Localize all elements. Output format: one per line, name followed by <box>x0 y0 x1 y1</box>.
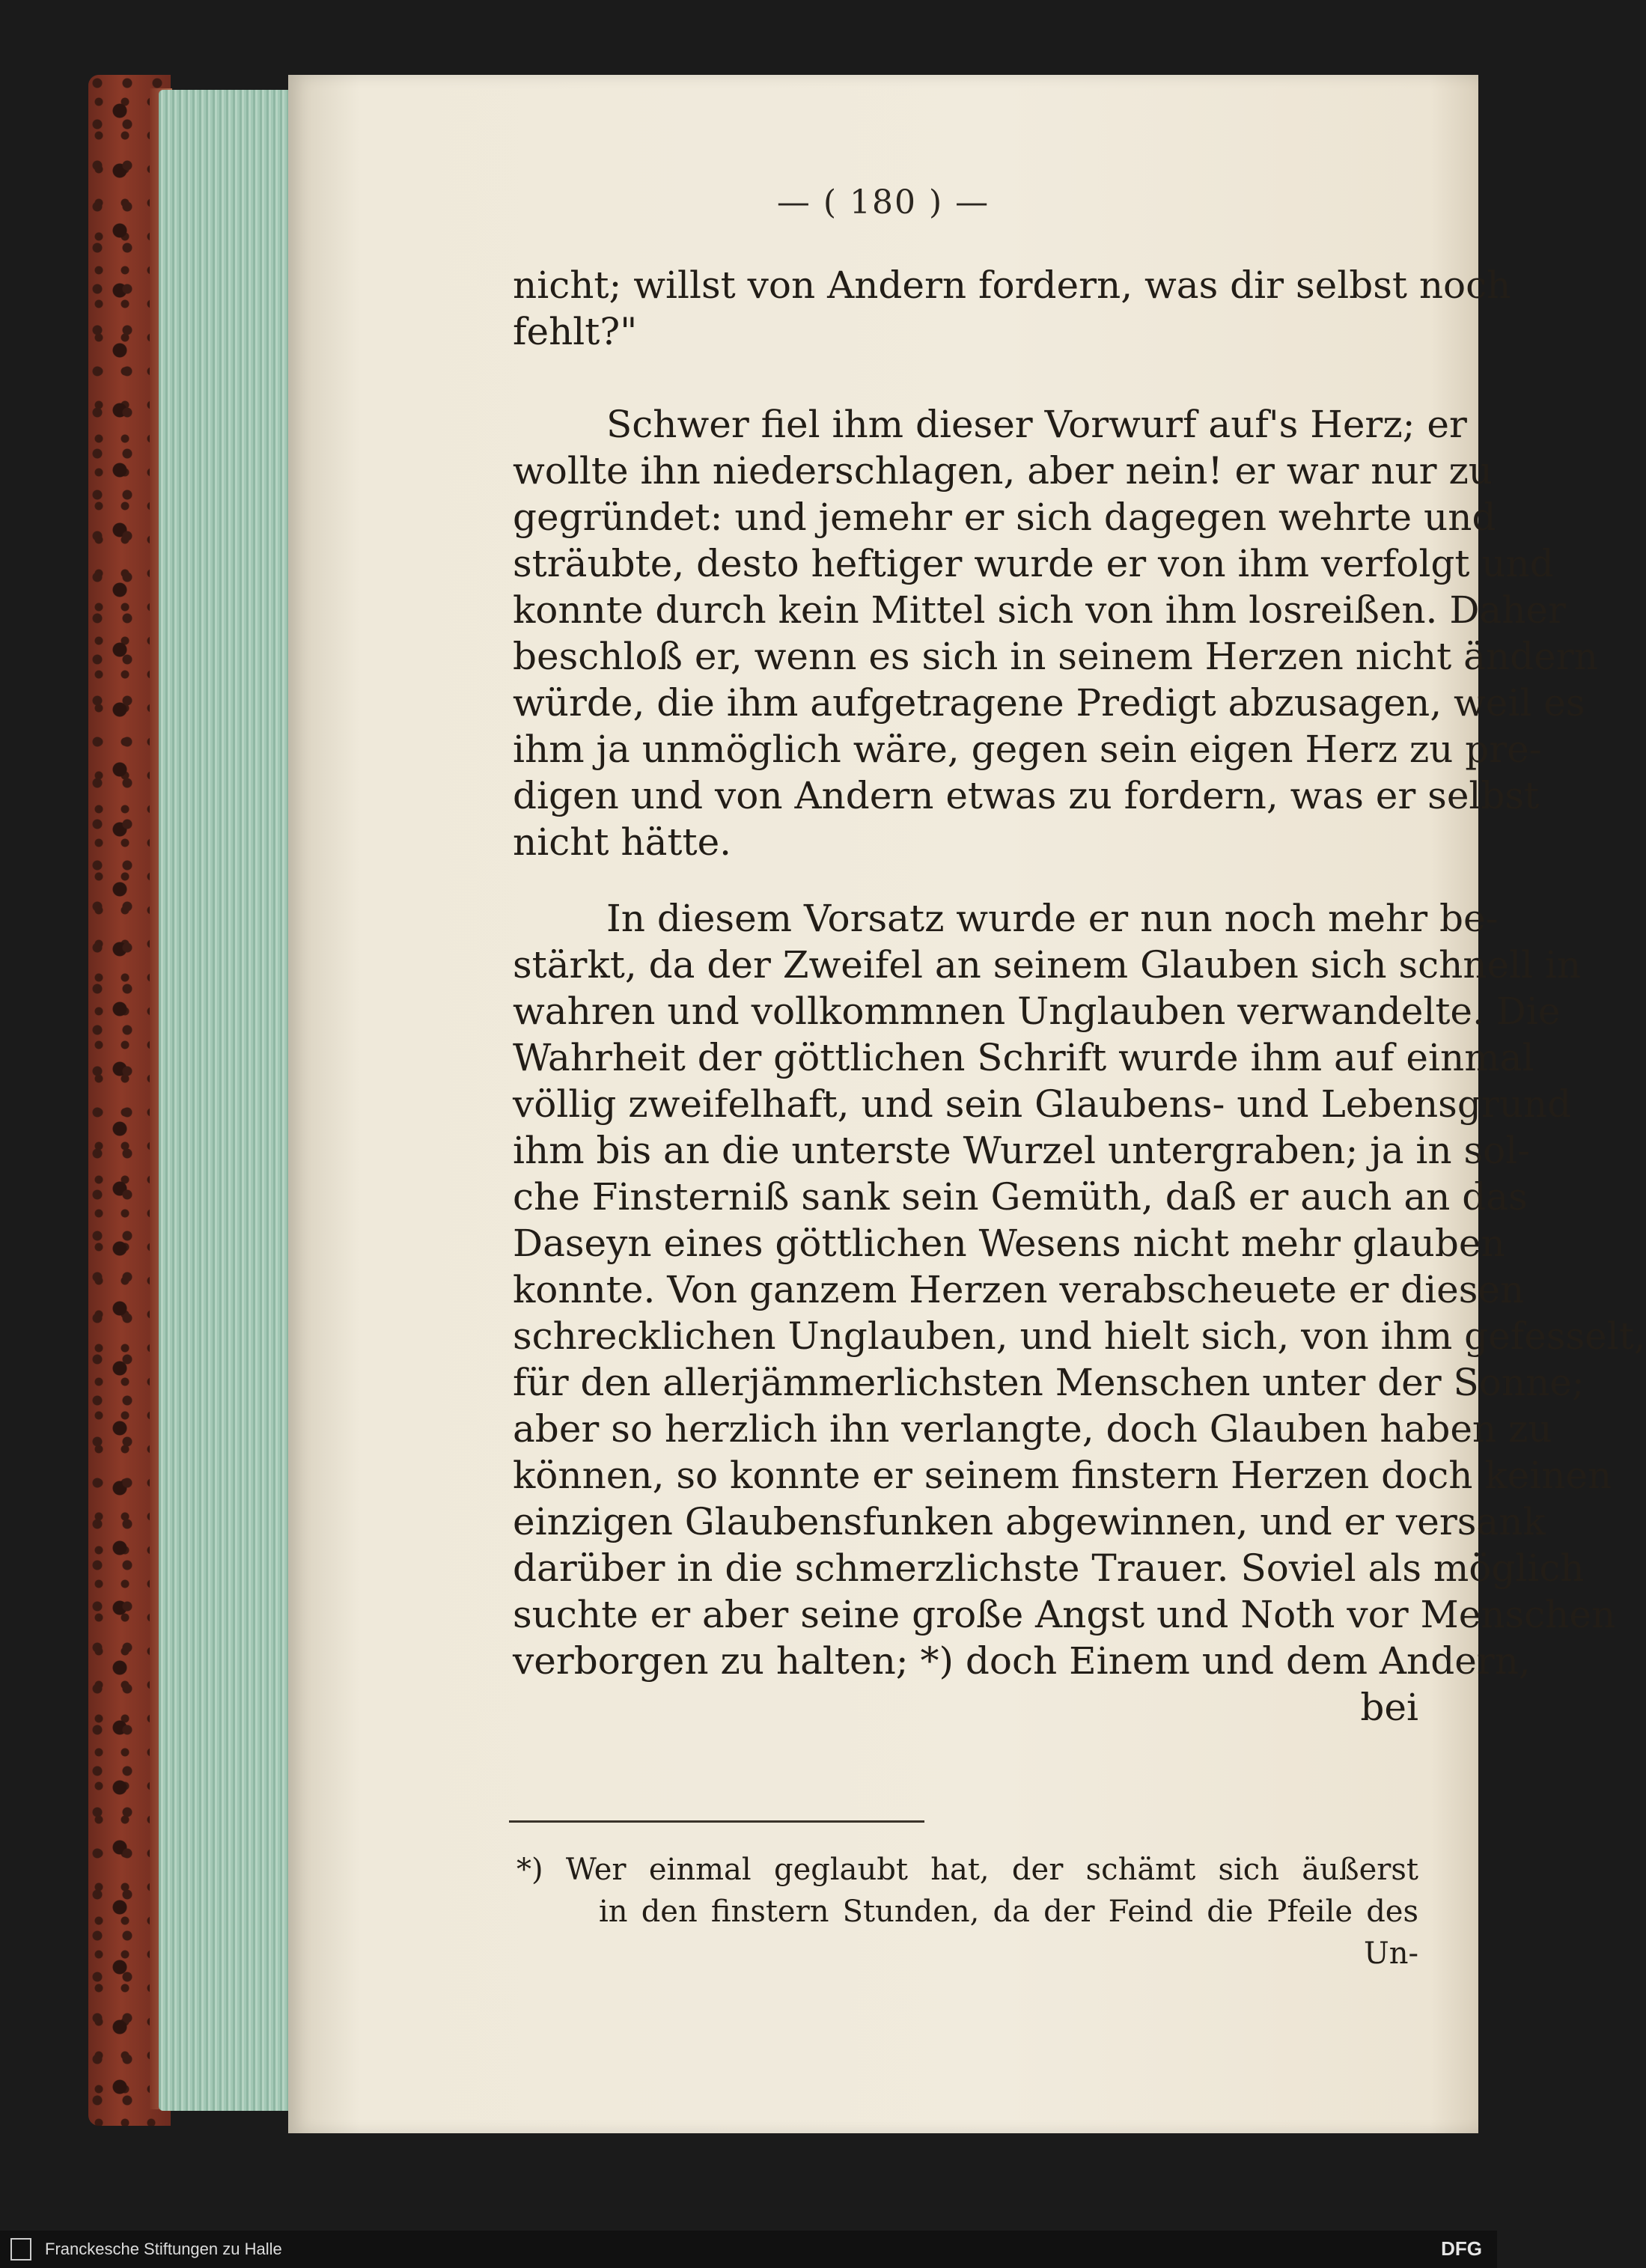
text-line: einzigen Glaubensfunken abgewinnen, und er versank <box>513 1500 1546 1543</box>
text-line: wollte ihn niederschlagen, aber nein! er war nur zu <box>513 449 1493 493</box>
text-line: nicht; willst von Andern fordern, was dir selbst noch <box>513 263 1511 307</box>
body-text <box>513 262 1646 1731</box>
footnote-line-1: *) Wer einmal geglaubt hat, der schämt sich äußerst <box>516 1853 1418 1887</box>
text-line: beschloß er, wenn es sich in seinem Herzen nicht ändern <box>513 635 1598 678</box>
text-line: würde, die ihm aufgetragene Predigt abzusagen, weil es <box>513 681 1585 725</box>
text-line: Daseyn eines göttlichen Wesens nicht mehr glauben <box>513 1222 1505 1265</box>
text-line: Schwer fiel ihm dieser Vorwurf auf's Herz; er <box>606 403 1467 446</box>
page-number-header: — ( 180 ) — <box>776 183 990 222</box>
text-line: digen und von Andern etwas zu fordern, was er selbst <box>513 774 1540 817</box>
dfg-badge: DFG <box>1441 2237 1482 2260</box>
footer-bar <box>0 2231 1497 2268</box>
text-line: verborgen zu halten; *) doch Einem und dem Andern, <box>513 1639 1531 1683</box>
text-line: konnte durch kein Mittel sich von ihm losreißen. Daher <box>513 588 1566 632</box>
text-line: suchte er aber seine große Angst und Noth vor Menschen <box>513 1593 1616 1636</box>
footnote-rule <box>509 1820 924 1823</box>
text-line: konnte. Von ganzem Herzen verabscheuete er diesen <box>513 1268 1525 1311</box>
text-line: ihm bis an die unterste Wurzel untergraben; ja in sol- <box>513 1129 1531 1172</box>
text-line: völlig zweifelhaft, und sein Glaubens- und Lebensgrund <box>513 1082 1572 1126</box>
text-line: ihm ja unmöglich wäre, gegen sein eigen Herz zu pre- <box>513 728 1542 771</box>
text-line: fehlt?" <box>513 310 638 353</box>
text-line: Wahrheit der göttlichen Schrift wurde ihm auf einmal <box>513 1036 1534 1079</box>
footnote-line-2: in den finstern Stunden, da der Feind die Pfeile des <box>599 1894 1418 1929</box>
text-line: sträubte, desto heftiger wurde er von ihm verfolgt und <box>513 542 1554 585</box>
institution-logo-icon <box>10 2238 31 2261</box>
paragraph-2 <box>513 401 1598 865</box>
text-line: nicht hätte. <box>513 820 732 864</box>
text-line: aber so herzlich ihn verlangte, doch Glauben haben zu <box>513 1407 1552 1451</box>
page-edges <box>159 90 301 2111</box>
text-line: schrecklichen Unglauben, und hielt sich, von ihm gefesselt, <box>513 1314 1646 1358</box>
text-line: stärkt, da der Zweifel an seinem Glauben sich schnell in <box>513 943 1582 987</box>
text-line: können, so konnte er seinem finstern Herzen doch keinen <box>513 1454 1612 1497</box>
text-line: In diesem Vorsatz wurde er nun noch mehr be- <box>606 897 1499 940</box>
footnote <box>516 1849 1418 1975</box>
text-line: darüber in die schmerzlichste Trauer. Soviel als möglich <box>513 1546 1585 1590</box>
text-line: che Finsterniß sank sein Gemüth, daß er auch an das <box>513 1175 1528 1219</box>
institution-name: Franckesche Stiftungen zu Halle <box>45 2240 282 2258</box>
text-line: wahren und vollkommnen Unglauben verwandelte. Die <box>513 990 1561 1033</box>
text-line: gegründet: und jemehr er sich dagegen wehrte und <box>513 496 1496 539</box>
text-line: für den allerjämmerlichsten Menschen unter der Sonne; <box>513 1361 1585 1404</box>
paragraph-3 <box>513 895 1646 1684</box>
paragraph-1 <box>513 262 1511 355</box>
footnote-catchword: Un- <box>1364 1936 1418 1971</box>
catchword: bei <box>1360 1686 1418 1729</box>
